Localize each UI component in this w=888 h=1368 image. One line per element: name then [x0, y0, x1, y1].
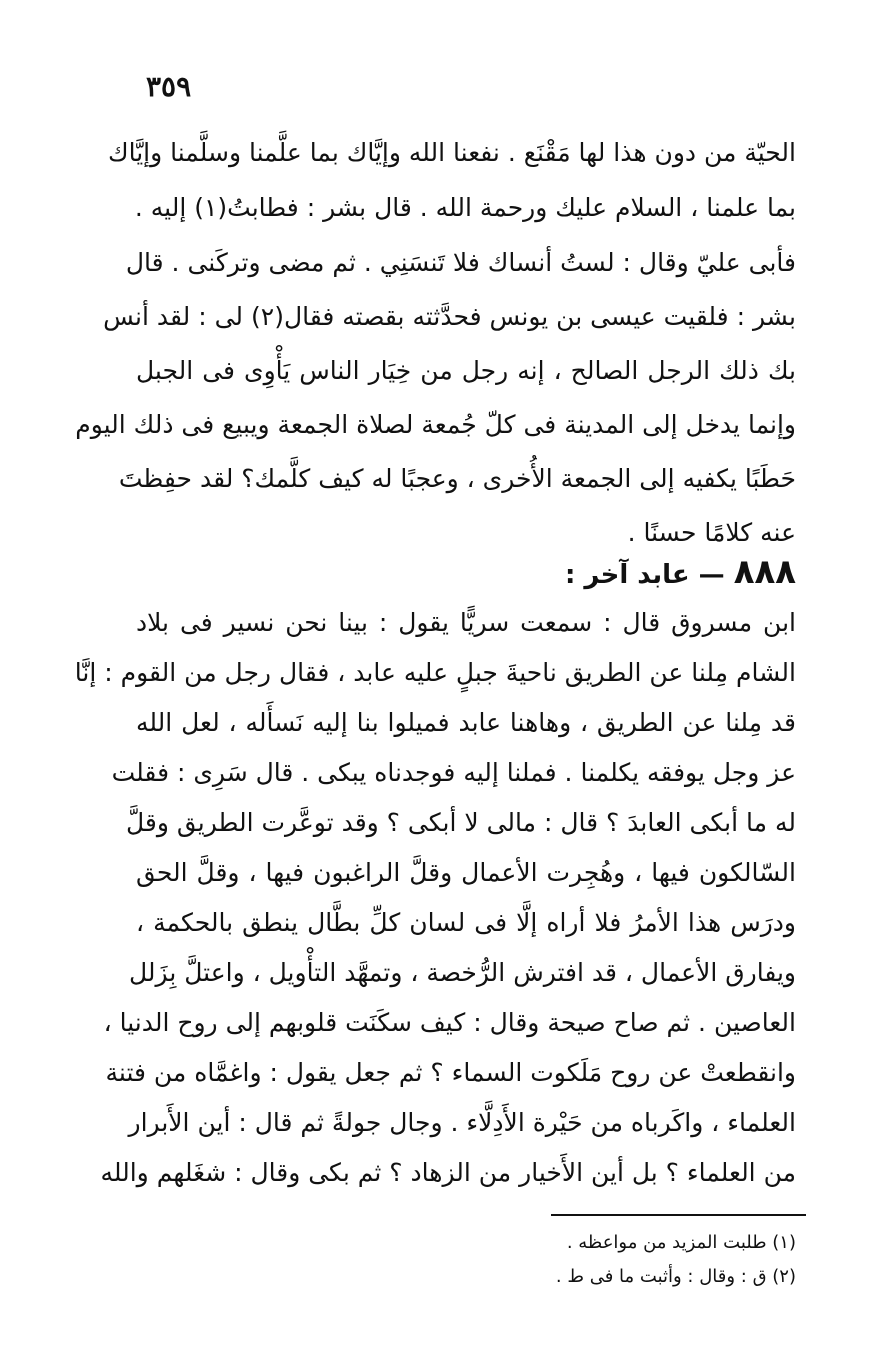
text-line: عنه كلامًا حسنًا . — [627, 518, 796, 547]
text-line: عز وجل يوفقه يكلمنا . فملنا إليه فوجدناه يبكى . قال سَرِى : فقلت — [111, 758, 796, 787]
text-line: حَطَبًا يكفيه إلى الجمعة الأُخرى ، وعجبًا له كيف كلَّمك؟ لقد حفِظتَ — [118, 464, 796, 493]
section-dash: — — [698, 560, 725, 590]
text-line: ويفارق الأعمال ، قد افترش الرُّخصة ، وتمهَّد التأْويل ، واعتلَّ بِزَلل — [129, 958, 796, 987]
text-line: بما علمنا ، السلام عليك ورحمة الله . قال بشر : فطابتُ(١) إليه . — [134, 193, 796, 222]
text-line: بشر : فلقيت عيسى بن يونس فحدَّثته بقصته فقال(٢) لى : لقد أنس — [103, 302, 796, 331]
text-line: العلماء ، واكَرباه من حَيْرة الأَدِلَّاء . وجال جولةً ثم قال : أين الأَبرار — [128, 1108, 796, 1137]
footnote-divider — [551, 1214, 806, 1216]
section-number: ٨٨٨ — [733, 552, 796, 592]
text-line: له ما أبكى العابدَ ؟ قال : مالى لا أبكى ؟ وقد توعَّرت الطريق وقلَّ — [125, 808, 796, 837]
text-line: السّالكون فيها ، وهُجِرت الأعمال وقلَّ الراغبون فيها ، وقلَّ الحق — [136, 858, 796, 887]
text-line: ابن مسروق قال : سمعت سريًّا يقول : بينا نحن نسير فى بلاد — [136, 608, 796, 637]
text-line: وإنما يدخل إلى المدينة فى كلّ جُمعة لصلاة الجمعة ويبيع فى ذلك اليوم — [75, 410, 796, 439]
text-line: وانقطعتْ عن روح مَلَكوت السماء ؟ ثم جعل يقول : واغمَّاه من فتنة — [105, 1058, 796, 1087]
text-line: الحيّة من دون هذا لها مَقْنَع . نفعنا الله وإيَّاك بما علَّمنا وسلَّمنا وإيَّاك — [107, 138, 796, 167]
section-heading — [136, 552, 796, 592]
page-number: ٣٥٩ — [146, 70, 192, 103]
footnote: (٢) ق : وقال : وأثبت ما فى ط . — [555, 1266, 796, 1287]
text-line: الشام مِلنا عن الطريق ناحيةَ جبلٍ عليه عابد ، فقال رجل من القوم : إنَّا — [74, 658, 796, 687]
text-line: ودرَس هذا الأمرُ فلا أراه إلَّا فى لسان كلِّ بطَّال ينطق بالحكمة ، — [136, 908, 796, 937]
footnote: (١) طلبت المزيد من مواعظه . — [566, 1232, 796, 1253]
section-title: عابد آخر : — [564, 560, 690, 590]
text-line: فأبى عليّ وقال : لستُ أنساك فلا تَنسَنِي . ثم مضى وتركَنى . قال — [125, 248, 796, 277]
text-line: قد مِلنا عن الطريق ، وهاهنا عابد فميلوا بنا إليه نَسأَله ، لعل الله — [136, 708, 796, 737]
text-line: بك ذلك الرجل الصالح ، إنه رجل من خِيَار الناس يَأْوِى فى الجبل — [136, 356, 796, 385]
text-line: من العلماء ؟ بل أين الأَخيار من الزهاد ؟ ثم بكى وقال : شغَلهم والله — [100, 1158, 796, 1187]
text-line: العاصين . ثم صاح صيحة وقال : كيف سكَنَت قلوبهم إلى روح الدنيا ، — [103, 1008, 796, 1037]
